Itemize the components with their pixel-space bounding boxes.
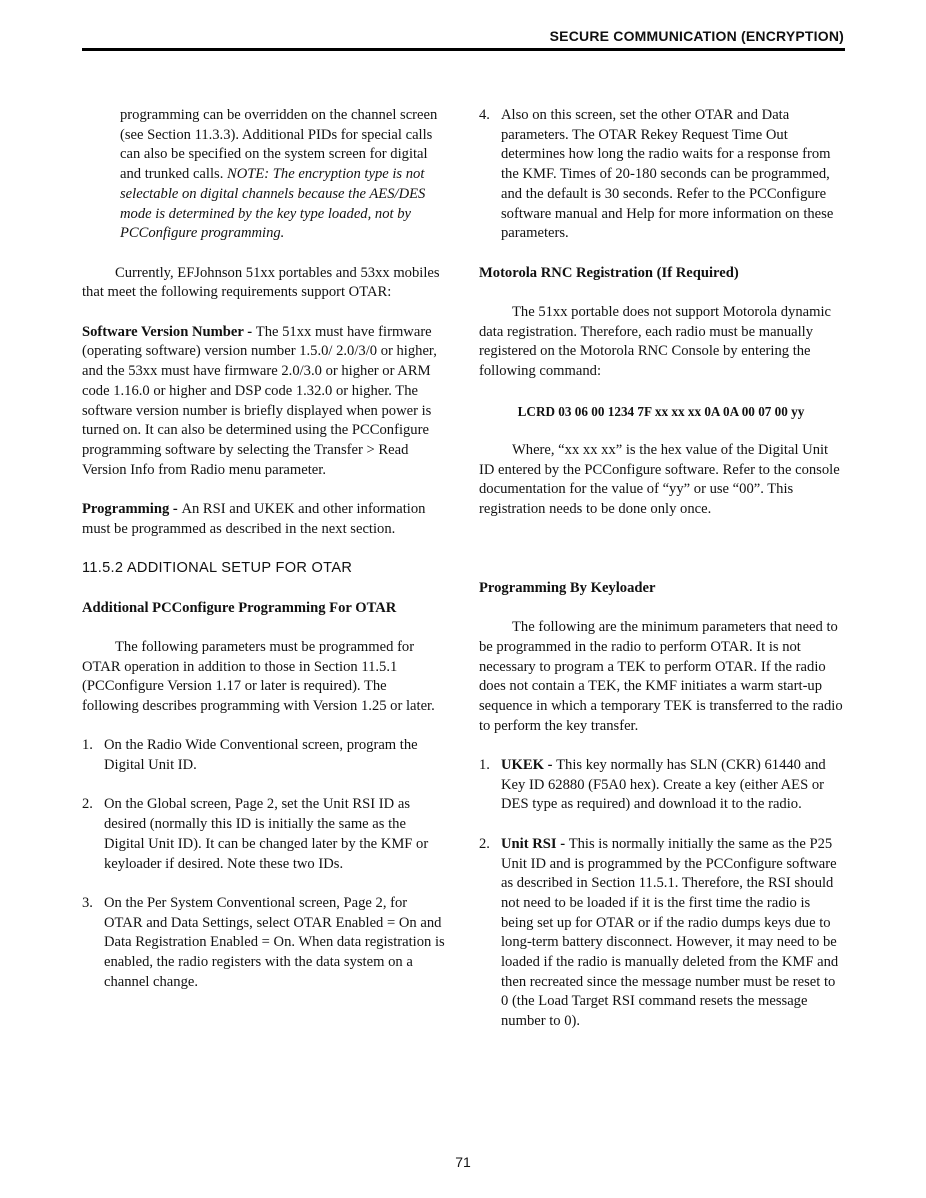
ukek-label: UKEK - xyxy=(501,757,557,774)
where-paragraph: Where, “xx xx xx” is the hex value of the Digital Unit ID entered by the PCConfigure software. Refer to the console documentation for the value of “yy” or use “00”. This registration needs to be done only once. xyxy=(479,441,840,517)
list-number: 1. xyxy=(82,737,93,754)
list-number: 2. xyxy=(82,796,93,813)
programming-text: An RSI and UKEK and other information must be programmed as described in the next section. xyxy=(82,501,426,537)
software-version-paragraph xyxy=(82,323,446,481)
ukek-text: This key normally has SLN (CKR) 61440 and Key ID 62880 (F5A0 hex). Create a key (either AES or DES type as required) and download it to the radio. xyxy=(501,757,826,813)
list-item xyxy=(82,894,446,993)
programming-paragraph xyxy=(82,500,446,539)
encryption-note: NOTE: The encryption type is not selectable on digital channels because the AES/DES mode is determined by the key type loaded, not by PCConfigure programming. xyxy=(120,166,426,242)
keyloader-paragraph: The following are the minimum parameters that need to be programmed in the radio to perform OTAR. It is not necessary to program a TEK to perform OTAR. If the radio does not contain a TEK, the KMF initiates a warm start-up sequence in which a temporary TEK is transferred to the radio to perform the key transfer. xyxy=(479,619,843,734)
list-text xyxy=(501,835,843,1032)
section-heading: 11.5.2 ADDITIONAL SETUP FOR OTAR xyxy=(82,560,353,577)
programming-label: Programming - xyxy=(82,501,182,518)
continued-paragraph xyxy=(82,106,446,244)
list-item xyxy=(479,106,843,244)
right-column xyxy=(479,106,843,1032)
following-parameters-paragraph: The following parameters must be programmed for OTAR operation in addition to those in Section 11.5.1 (PCConfigure Version 1.17 or later is required). The following describes programming with Version 1.25 or later. xyxy=(82,638,435,714)
software-version-label: Software Version Number - xyxy=(82,323,256,340)
list-item xyxy=(479,756,843,815)
list-item xyxy=(82,736,446,775)
console-command: LCRD 03 06 00 1234 7F xx xx xx 0A 0A 00 07 00 yy xyxy=(517,403,805,419)
list-number: 1. xyxy=(479,757,490,774)
keyloader-heading: Programming By Keyloader xyxy=(479,579,656,596)
unit-rsi-text: This is normally initially the same as the P25 Unit ID and is programmed by the PCConfigure software as described in Section 11.5.1. Therefore, the RSI should not need to be loaded if it is the first time the radio is being set up for OTAR or if the radio dumps keys due to long-term battery disconnect. However, it may need to be loaded if the radio is manually deleted from the KMF and then recreated since the message number must be reset to 0 (the Load Target RSI command resets the message number to 0). xyxy=(501,835,839,1030)
page-number: 71 xyxy=(455,1154,471,1170)
list-number: 2. xyxy=(479,835,490,852)
list-text: On the Radio Wide Conventional screen, program the Digital Unit ID. xyxy=(104,737,418,774)
rnc-heading: Motorola RNC Registration (If Required) xyxy=(479,264,739,281)
currently-paragraph: Currently, EFJohnson 51xx portables and 53xx mobiles that meet the following requirements support OTAR: xyxy=(82,264,440,301)
rnc-paragraph: The 51xx portable does not support Motorola dynamic data registration. Therefore, each radio must be manually registered on the Motorola RNC Console by entering the following command: xyxy=(479,304,831,380)
list-item xyxy=(479,835,843,1032)
list-text xyxy=(501,756,843,815)
subsection-heading: Additional PCConfigure Programming For OTAR xyxy=(82,599,397,616)
list-text: On the Per System Conventional screen, Page 2, for OTAR and Data Settings, select OTAR Enabled = On and Data Registration Enabled = On. When data registration is enabled, the radio registers with the data system on a channel change. xyxy=(104,894,445,990)
list-number: 3. xyxy=(82,894,93,911)
continued-text: programming can be overridden on the channel screen (see Section 11.3.3). Additional PIDs for special calls can also be specified on the system screen for digital and trunked calls. xyxy=(120,107,438,183)
left-column xyxy=(82,106,446,993)
unit-rsi-label: Unit RSI - xyxy=(501,835,569,852)
list-number: 4. xyxy=(479,107,490,123)
header-rule xyxy=(82,48,845,51)
running-header: SECURE COMMUNICATION (ENCRYPTION) xyxy=(549,28,844,44)
list-item xyxy=(82,795,446,874)
list-text: On the Global screen, Page 2, set the Unit RSI ID as desired (normally this ID is initially the same as the Digital Unit ID). It can be changed later by the KMF or keyloader if desired. Note these two IDs. xyxy=(104,796,429,872)
list-text: Also on this screen, set the other OTAR and Data parameters. The OTAR Rekey Request Time Out determines how long the radio waits for a response from the KMF. Times of 20-180 seconds can be programmed, and the default is 30 seconds. Refer to the PCConfigure software manual and Help for more information on these parameters. xyxy=(501,107,834,242)
software-version-text: The 51xx must have firmware (operating software) version number 1.5.0/ 2.0/3/0 or higher, and the 53xx must have firmware 2.0/3.0 or higher or ARM code 1.16.0 or higher and DSP code 1.32.0 or higher. The software version number is briefly displayed when power is turned on. It can also be determined using the PCConfigure programming software by selecting the Transfer > Read Version Info from Radio menu parameter. xyxy=(82,323,437,478)
